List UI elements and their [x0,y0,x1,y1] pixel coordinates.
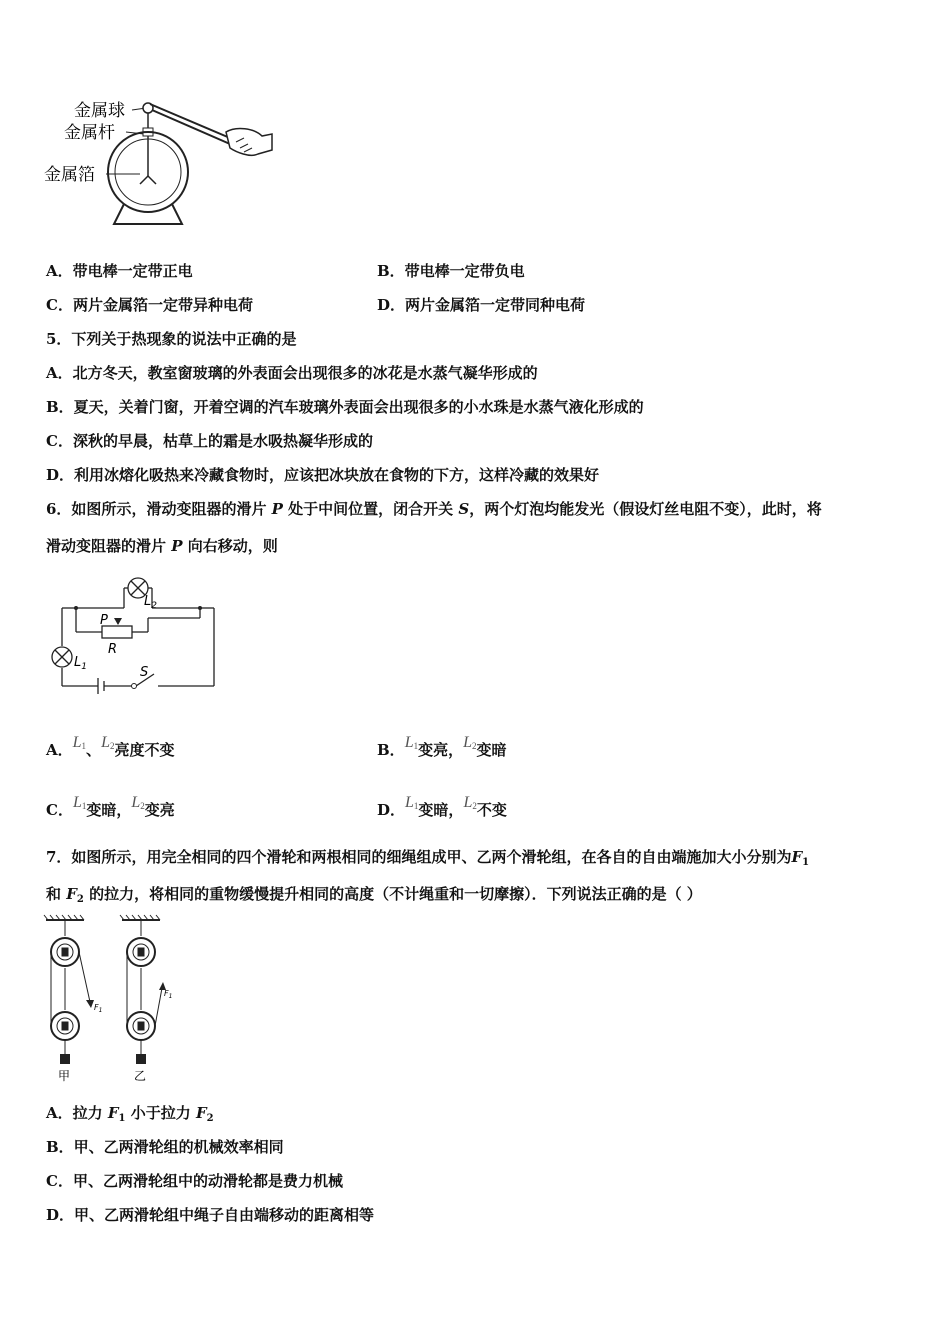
circuit-label-l1: $L_1$ [74,655,87,672]
pulley-label-f1-yi: $F_1$ [164,989,173,1000]
label-metal-ball: 金属球 [74,101,125,121]
pulley-label-jia: 甲 [58,1069,71,1083]
q6-stem-line1: 6．如图所示，滑动变阻器的滑片 P 处于中间位置，闭合开关 S，两个灯泡均能发光（假设灯丝电阻不变），此时，将 [46,500,822,518]
q6-option-c[interactable]: C．L1变暗，L2变亮 [46,794,175,819]
q5-option-d[interactable]: D．利用冰熔化吸热来冷藏食物时，应该把冰块放在食物的下方，这样冷藏的效果好 [46,466,600,484]
q6-option-b[interactable]: B．L1变亮，L2变暗 [377,734,507,759]
q7-option-d[interactable]: D．甲、乙两滑轮组中绳子自由端移动的距离相等 [46,1206,375,1224]
circuit-label-r: R [108,642,118,657]
q4-option-a[interactable]: A．带电棒一定带正电 [46,262,193,280]
q7-stem-line2: 和 $F_2$ 的拉力，将相同的重物缓慢提升相同的高度（不计绳重和一切摩擦）．下列说法正确的是（ ） [46,885,702,905]
circuit-label-s: S [140,665,149,680]
q7-option-a[interactable]: A．拉力 $F_1$ 小于拉力 $F_2$ [46,1104,214,1124]
q5-option-a[interactable]: A．北方冬天，教室窗玻璃的外表面会出现很多的冰花是水蒸气凝华形成的 [46,364,538,382]
q4-option-c[interactable]: C．两片金属箔一定带异种电荷 [46,296,253,314]
pulley-figure [40,914,190,1086]
q7-option-b[interactable]: B．甲、乙两滑轮组的机械效率相同 [46,1138,284,1156]
q7-stem-line1: 7．如图所示，用完全相同的四个滑轮和两根相同的细绳组成甲、乙两个滑轮组，在各自的自由端施加大小分别为$F_1$ [46,848,810,868]
label-metal-rod: 金属杆 [64,123,115,143]
q6-stem-line2: 滑动变阻器的滑片 P 向右移动，则 [46,537,278,555]
circuit-label-l2: $L_2$ [144,594,157,611]
q6-option-a[interactable]: A．L1、L2亮度不变 [46,734,175,759]
q5-option-c[interactable]: C．深秋的早晨，枯草上的霜是水吸热凝华形成的 [46,432,373,450]
q4-option-b[interactable]: B．带电棒一定带负电 [377,262,525,280]
pulley-label-yi: 乙 [134,1069,147,1083]
q6-option-d[interactable]: D．L1变暗，L2不变 [377,794,507,819]
electroscope-figure [40,92,280,232]
circuit-label-p: P [100,613,108,628]
q4-option-d[interactable]: D．两片金属箔一定带同种电荷 [377,296,586,314]
q7-option-c[interactable]: C．甲、乙两滑轮组中的动滑轮都是费力机械 [46,1172,343,1190]
q5-option-b[interactable]: B．夏天，关着门窗，开着空调的汽车玻璃外表面会出现很多的小水珠是水蒸气液化形成的 [46,398,644,416]
circuit-diagram [40,568,230,698]
pulley-label-f1-jia: $F_1$ [94,1003,103,1014]
label-metal-foil: 金属箔 [44,165,95,185]
q5-stem: 5．下列关于热现象的说法中正确的是 [46,330,297,348]
